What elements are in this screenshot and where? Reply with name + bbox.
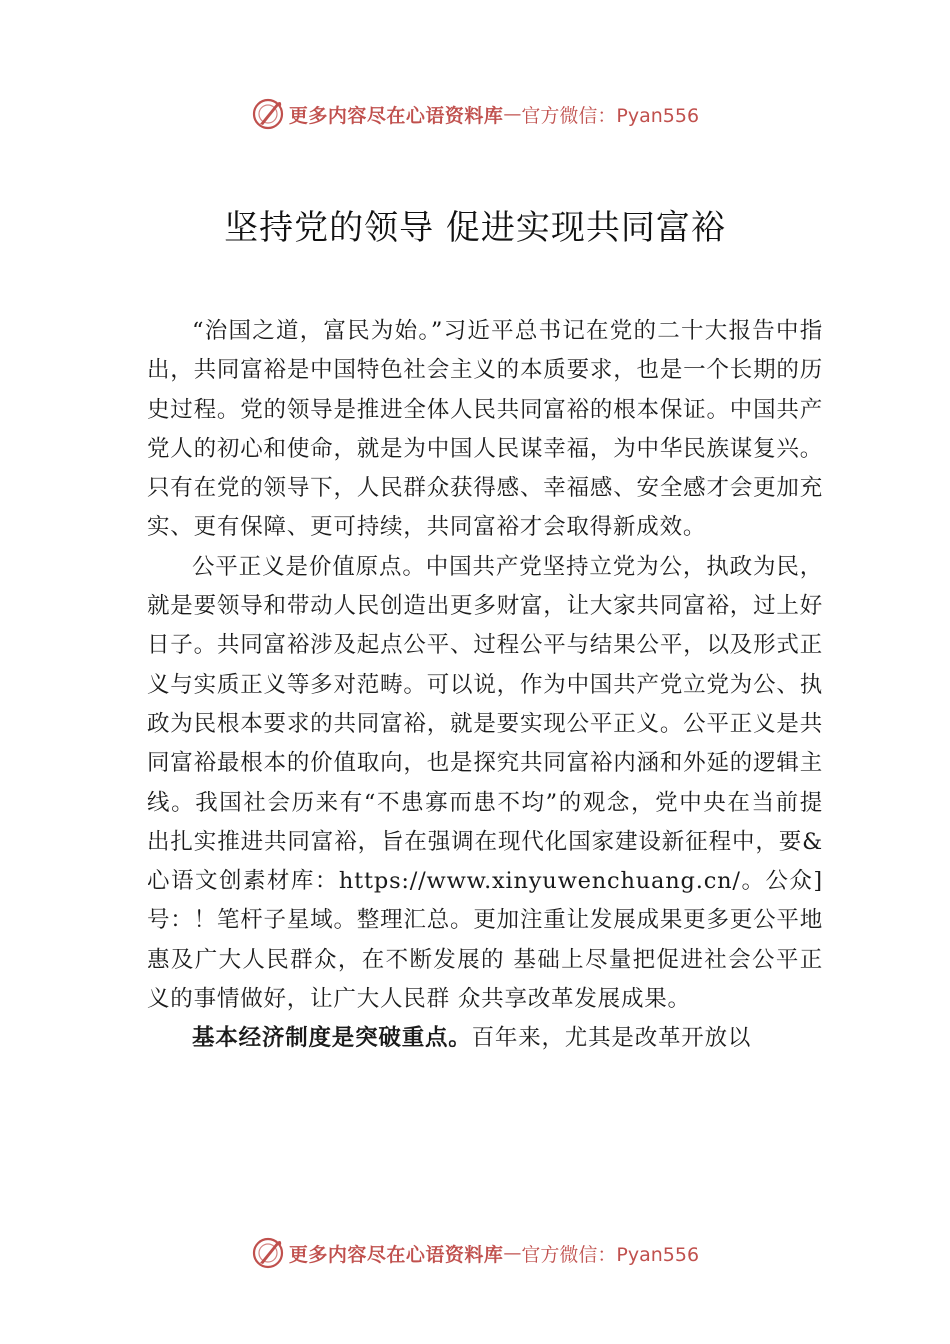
watermark-wechat: 官方微信：Pyan556: [521, 104, 700, 127]
paragraph-text: 百年来，尤其是改革开放以: [471, 1025, 752, 1052]
watermark-text: 更多内容尽在心语资料库: [288, 1243, 504, 1266]
quill-seal-icon: [251, 97, 285, 131]
watermark-dash: —: [503, 103, 522, 125]
watermark-text: 更多内容尽在心语资料库: [288, 104, 504, 127]
paragraph-3: [147, 1019, 823, 1058]
quill-seal-icon: [251, 1236, 285, 1270]
paragraph-lead: 基本经济制度是突破重点。: [192, 1025, 472, 1052]
paragraph-2: [147, 548, 823, 1020]
header-watermark: [0, 94, 950, 134]
paragraph-text: 公平正义是价值原点。中国共产党坚持立党为公，执政为民，就是要领导和带动人民创造出更多财富，让大家共同富裕，过上好日子。共同富裕涉及起点公平、过程公平与结果公平，以及形式正义与实质正义等多对范畴。可以说，作为中国共产党立党为公、执政为民根本要求的共同富裕，就是要实现公平正义。公平正义是共同富裕最根本的价值取向，也是探究共同富裕内涵和外延的逻辑主线。我国社会历来有“不患寡而患不均”的观念，党中央在当前提出扎实推进共同富裕，旨在强调在现代化国家建设新征程中，要&心语文创素材库：https://www.xinyuwenchuang.cn/。公众]号：！笔杆子星域。整理汇总。更加注重让发展成果更多更公平地惠及广大人民群众，在不断发展的 基础上尽量把促进社会公平正义的事情做好，让广大人民群 众共享改革发展成果。: [147, 553, 823, 1013]
footer-watermark: [0, 1233, 950, 1273]
watermark-wechat: 官方微信：Pyan556: [521, 1243, 700, 1266]
document-title: 坚持党的领导 促进实现共同富裕: [224, 208, 726, 248]
document-body: [147, 312, 823, 1059]
paragraph-text: “治国之道，富民为始。”习近平总书记在党的二十大报告中指出，共同富裕是中国特色社会主义的本质要求，也是一个长期的历史过程。党的领导是推进全体人民共同富裕的根本保证。中国共产党人的初心和使命，就是为中国人民谋幸福，为中华民族谋复兴。只有在党的领导下，人民群众获得感、幸福感、安全感才会更加充实、更有保障、更可持续，共同富裕才会取得新成效。: [147, 318, 823, 541]
paragraph-1: [147, 312, 823, 548]
watermark-dash: —: [503, 1242, 522, 1264]
